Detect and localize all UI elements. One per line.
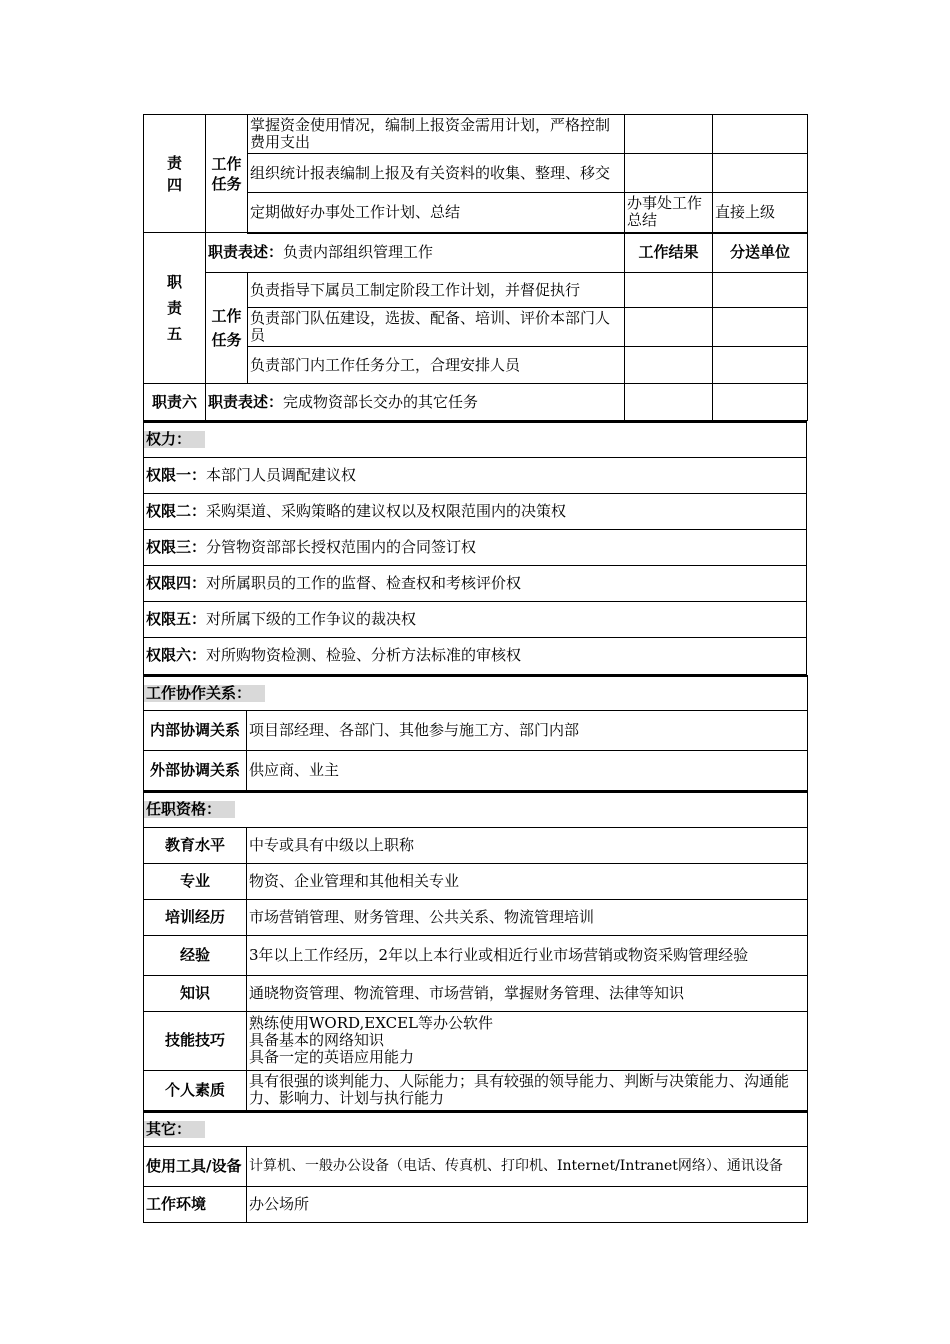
cooperation-title: 工作协作关系：: [144, 685, 265, 702]
job-description-page: [143, 114, 807, 1223]
duty5-dest-3: [713, 347, 808, 384]
duty4-task-3: 定期做好办事处工作计划、总结: [248, 193, 625, 233]
skills-line-3: 具备一定的英语应用能力: [249, 1048, 415, 1066]
duty5-task-2: 负责部门队伍建设，选拔、配备、培训、评价本部门人员: [248, 308, 625, 347]
duties-table: [143, 114, 808, 421]
duty5-task-label: 工作任务: [206, 273, 248, 384]
external-coordination-text: 供应商、业主: [247, 751, 808, 791]
authority-title: 权力：: [144, 431, 205, 448]
personal-quality-text: 具有很强的谈判能力、人际能力；具有较强的领导能力、判断与决策能力、沟通能力、影响力、计划与执行能力: [247, 1070, 808, 1110]
duty4-task-1: 掌握资金使用情况，编制上报资金需用计划，严格控制费用支出: [248, 115, 625, 154]
duty5-result-3: [625, 347, 713, 384]
cooperation-table: [143, 675, 808, 792]
environment-label: 工作环境: [144, 1187, 247, 1223]
tools-text: 计算机、一般办公设备（电话、传真机、打印机、Internet/Intranet网络）、通讯设备: [247, 1147, 808, 1187]
major-label: 专业: [144, 863, 247, 899]
knowledge-text: 通晓物资管理、物流管理、市场营销，掌握财务管理、法律等知识: [247, 975, 808, 1011]
duty4-dest-2: [713, 154, 808, 193]
duty5-desc-label: 职责表述：: [208, 243, 284, 262]
duty6-description: [206, 384, 625, 421]
authority-item-2: 权限二：采购渠道、采购策略的建议权以及权限范围内的决策权: [144, 493, 807, 529]
education-label: 教育水平: [144, 827, 247, 863]
duty4-label: 责四: [144, 115, 206, 233]
qualification-title-cell: [144, 792, 808, 827]
duty4-result-1: [625, 115, 713, 154]
other-table: [143, 1111, 808, 1224]
qualification-title: 任职资格：: [144, 801, 235, 818]
authority-table: [143, 421, 807, 675]
duty5-dest-1: [713, 273, 808, 308]
col-work-result: 工作结果: [625, 233, 713, 273]
duty4-task-2: 组织统计报表编制上报及有关资料的收集、整理、移交: [248, 154, 625, 193]
knowledge-label: 知识: [144, 975, 247, 1011]
authority-item-3: 权限三：分管物资部部长授权范围内的合同签订权: [144, 529, 807, 565]
duty5-task-3: 负责部门内工作任务分工，合理安排人员: [248, 347, 625, 384]
duty5-result-2: [625, 308, 713, 347]
duty4-task-label: 工作任务: [206, 115, 248, 233]
duty4-dest-1: [713, 115, 808, 154]
other-title: 其它：: [144, 1121, 205, 1138]
duty5-task-1: 负责指导下属员工制定阶段工作计划，并督促执行: [248, 273, 625, 308]
duty6-dest: [713, 384, 808, 421]
col-distribution-unit: 分送单位: [713, 233, 808, 273]
internal-coordination-text: 项目部经理、各部门、其他参与施工方、部门内部: [247, 711, 808, 751]
qualification-table: [143, 791, 808, 1111]
other-title-cell: [144, 1112, 808, 1147]
cooperation-title-cell: [144, 676, 808, 711]
internal-coordination-label: 内部协调关系: [144, 711, 247, 751]
authority-title-cell: [144, 422, 807, 457]
duty5-description: [206, 233, 625, 273]
authority-item-6: 权限六：对所购物资检测、检验、分析方法标准的审核权: [144, 637, 807, 674]
skills-line-2: 具备基本的网络知识: [249, 1031, 385, 1049]
duty5-result-1: [625, 273, 713, 308]
major-text: 物资、企业管理和其他相关专业: [247, 863, 808, 899]
skills-text: [247, 1011, 808, 1070]
authority-item-5: 权限五：对所属下级的工作争议的裁决权: [144, 601, 807, 637]
duty6-desc-label: 职责表述：: [208, 392, 284, 411]
duty6-result: [625, 384, 713, 421]
skills-label: 技能技巧: [144, 1011, 247, 1070]
duty6-label: 职责六: [144, 384, 206, 421]
duty5-desc-text: 负责内部组织管理工作: [283, 243, 434, 262]
duty5-dest-2: [713, 308, 808, 347]
skills-line-1: 熟练使用WORD,EXCEL等办公软件: [249, 1014, 494, 1032]
duty4-result-2: [625, 154, 713, 193]
duty6-desc-text: 完成物资部长交办的其它任务: [283, 392, 479, 411]
authority-item-4: 权限四：对所属职员的工作的监督、检查权和考核评价权: [144, 565, 807, 601]
external-coordination-label: 外部协调关系: [144, 751, 247, 791]
duty5-label: 职责五: [144, 233, 206, 384]
authority-item-1: 权限一：本部门人员调配建议权: [144, 457, 807, 493]
training-text: 市场营销管理、财务管理、公共关系、物流管理培训: [247, 899, 808, 935]
tools-label: 使用工具/设备: [144, 1147, 247, 1187]
duty4-dest-3: 直接上级: [713, 193, 808, 233]
environment-text: 办公场所: [247, 1187, 808, 1223]
education-text: 中专或具有中级以上职称: [247, 827, 808, 863]
training-label: 培训经历: [144, 899, 247, 935]
personal-quality-label: 个人素质: [144, 1070, 247, 1110]
experience-label: 经验: [144, 935, 247, 975]
experience-text: 3年以上工作经历，2年以上本行业或相近行业市场营销或物资采购管理经验: [247, 935, 808, 975]
duty4-result-3: 办事处工作总结: [625, 193, 713, 233]
